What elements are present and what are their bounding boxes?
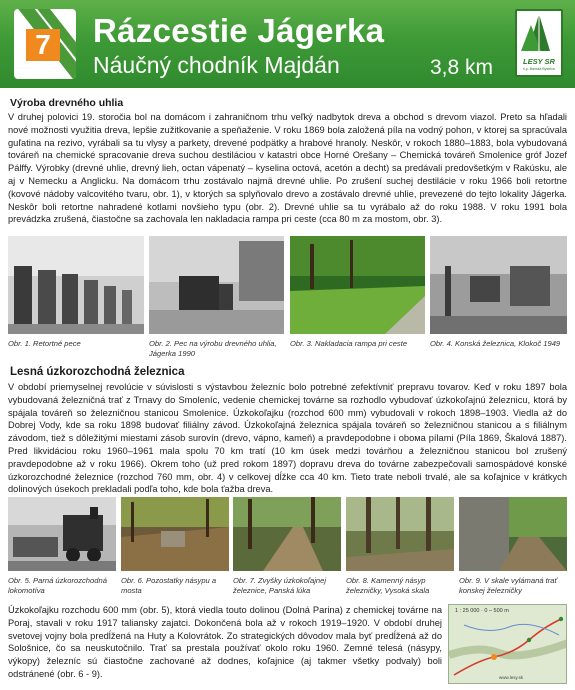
- section-text-railway: V období priemyselnej revolúcie v súvislosti s výstavbou železníc bolo potrebné zefektívniť prepravu tovarov. Keď v roku 1897 bola vybudovaná železničná trať z Trnavy do Smoleníc, vedenie chemickej továrne sa rozhodlo vybudovať úzkokoľajnú železnicu, ktorá by spájala továreň so železničnou stanicou Smolenice. Úzkokoľajku (rozchod 600 mm) vybudovali v rokoch 1898–1903. Viedla až do Dobrej Vody, kde sa roku 1898 budovať filiálny závod. Úzkokoľajná železnica spájala továreň so železničnou stanicou a s filiálnym závodom, tiež s dôležitými miestami zásob surovín (drevo, vápno, kameň) a pravdepodobne i obома pílami (Píla 1869, Škalová 1887). Pred likvidáciou roku 1960–1961 mala spolu 70 km tratí (10 km úsek medzi továrňou a železničnou stanicou bol zrušený pravdepodobne až v roku 1966). Okrem toho (už pred rokom 1897) dopravu dreva do továrne zabezpečovali samospádové konské úzkorozchodné železnice (rozchod 760 mm, obr. 4) v celkovej dĺžke cca 40 km. Tieto trate neboli trvalé, ale sa koľajnice v krátkych dolinových úsekoch prekladali podľa toho, kde bola ťažba dreva.: [8, 382, 567, 495]
- photo-caption: Obr. 4. Konská železnica, Klokoč 1949: [430, 339, 561, 348]
- section-text-charcoal: V druhej polovici 19. storočia bol na domácom i zahraničnom trhu veľký nadbytok dreva a obchod s drevom viazol. Preto sa hľadali nové možnosti využitia dreva, lepšie zužitkovanie a speňaženie. V roku 1869 bola založená píla na vodný pohon, v ktorej sa spracúvala guľatina na rezivo, vyrábali sa tu vlysy a parkety, drevené podpätky a hrabové hranoly. Neskôr, v rokoch 1880–1883, bola vybudovaná továreň na chemické spracovanie dreva suchou destiláciou v katastri obce Horné Orešany – Chemická továreň Smolenice gróf Jozef Pálffy. Výrobky (drevné uhlie, drevný lieh, octan vápenatý – kyselina octová, acetón a decht) sa predávali predovšetkým v Rakúsku, ale aj v Nemecku a Anglicku. Na domácom trhu zostávalo najmä drevné uhlie. Po zrušení suchej destilácie v roku 1966 boli retortne (kovové nádoby valcovitého tvaru, obr. 1), v ktorých sa splyňovalo drevo a zostávalo drevné uhlie, prevezené do tejto lokality Jágerka. Neskôr boli retortne nahradené kotlami novšieho typu (obr. 2). Drevné uhlie sa tu vyrábalo až do roku 1988. V roku 1991 bola prevádzka zrušená, čiastočne sa zachovala len nakladacia rampa pri ceste (cca 80 m za mostom, obr. 3).: [8, 112, 567, 225]
- photo-caption: Obr. 8. Kamenný násyp železničky, Vysoká skala: [346, 576, 430, 595]
- map-scale-label: 1 : 25 000 · 0 – 500 m: [455, 608, 509, 614]
- photo-charcoal-kiln: [149, 236, 284, 334]
- section-heading-railway: Lesná úzkorozchodná železnica: [10, 366, 185, 378]
- photo-loading-ramp: [290, 236, 425, 334]
- photo-stone-embankment: [346, 497, 454, 571]
- page-subtitle: Náučný chodník Majdán: [93, 52, 340, 78]
- logo-text: LESY SR: [523, 57, 555, 66]
- photo-caption: Obr. 1. Retortné pece: [8, 339, 81, 348]
- map-graphic: [449, 605, 567, 684]
- header-banner: [0, 0, 575, 88]
- photo-steam-locomotive: [8, 497, 116, 571]
- stop-number-badge: [14, 9, 76, 79]
- photo-rock-cut-track: [459, 497, 567, 571]
- logo-subtext: š.p. Banská Bystrica: [523, 67, 555, 71]
- photo-caption: Obr. 2. Pec na výrobu drevného uhlia, Jágerka 1990: [149, 339, 277, 358]
- photo-narrow-gauge-remains: [233, 497, 341, 571]
- trail-map: [448, 604, 567, 684]
- stop-number: 7: [26, 29, 60, 61]
- trail-distance: 3,8 km: [430, 56, 494, 79]
- section-heading-charcoal: Výroba drevného uhlia: [10, 97, 124, 109]
- photo-retort-kilns: [8, 236, 144, 334]
- photo-embankment-bridge: [121, 497, 229, 571]
- photo-caption: Obr. 3. Nakladacia rampa pri ceste: [290, 339, 408, 348]
- photo-caption: Obr. 7. Zvyšky úzkokoľajnej železnice, Panská lúka: [233, 576, 327, 595]
- photo-horse-railway: [430, 236, 567, 334]
- photo-caption: Obr. 9. V skale vylámaná trať konskej železničky: [459, 576, 558, 595]
- section-text-history: Úzkokoľajku rozchodu 600 mm (obr. 5), ktorá viedla touto dolinou (Dolná Parina) z chemickej továrne na Poraj, stavali v roku 1917 taliansky zajatci. Dokončená bola až v rokoch 1919–1920. V období druhej svetovej vojny bola predĺžená na Huty a Kolovrátok. Zo strategických dôvodov mala byť predĺžená až do Sološnice, čo sa neuskutočnilo. Trať sa prestala používať okolo roku 1960. Zemné telesá (násypy, výkopy) železníc sú čiastočne zachované až dodnes, koľajnice (aj takmer všetky podvaly) boli odstránené (obr. 6 - 9).: [8, 605, 442, 679]
- photo-caption: Obr. 5. Parná úzkorozchodná lokomotíva: [8, 576, 107, 595]
- tree-icon: [517, 11, 561, 57]
- page-title: Rázcestie Jágerka: [93, 12, 385, 49]
- lesy-sr-logo: [515, 9, 563, 77]
- photo-caption: Obr. 6. Pozostatky násypu a mosta: [121, 576, 217, 595]
- map-url: www.lesy.sk: [499, 675, 524, 680]
